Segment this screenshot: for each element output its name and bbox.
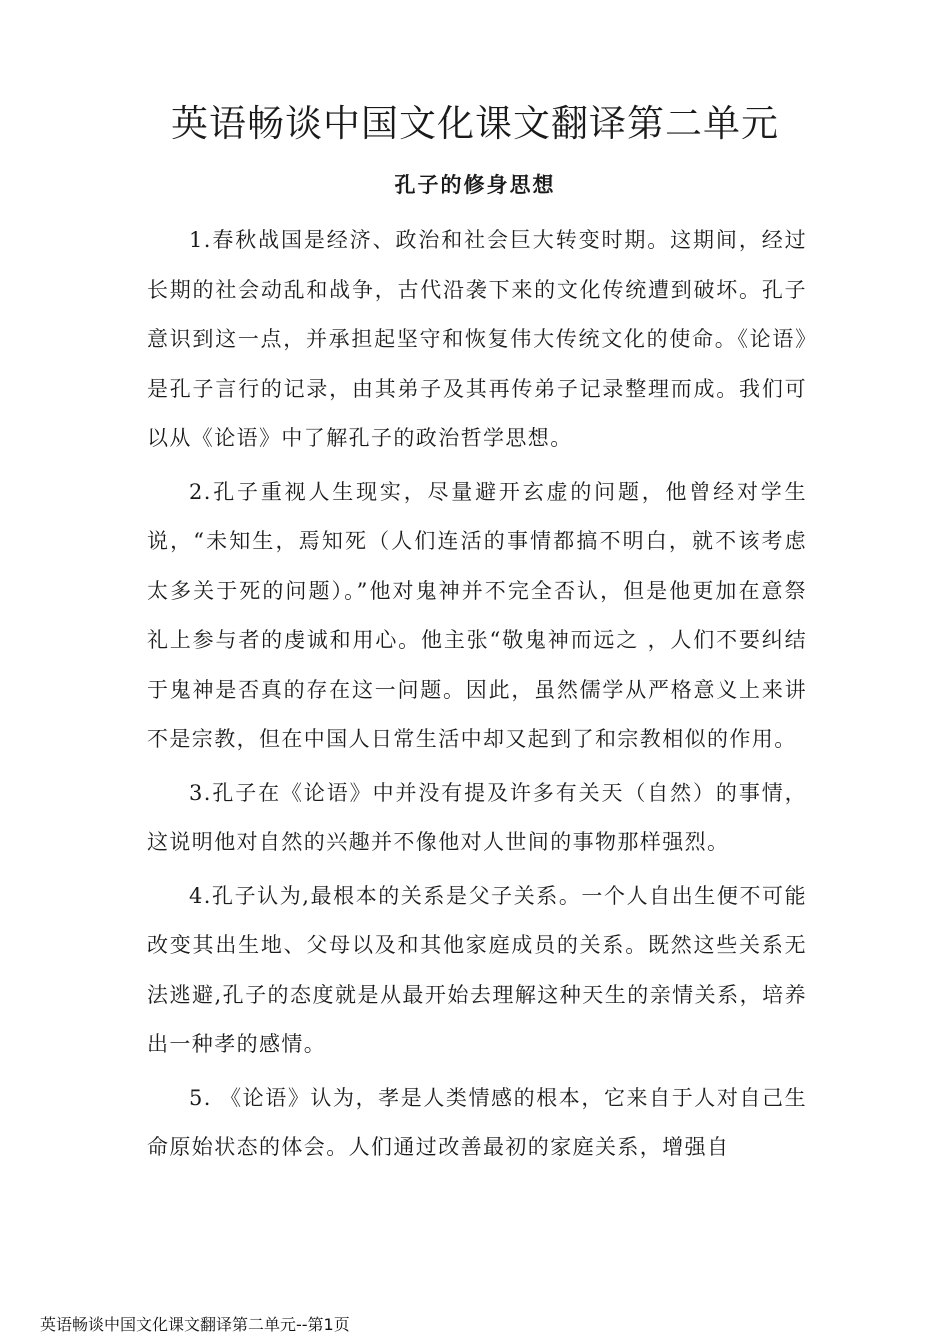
paragraph-5: 5. 《论语》认为，孝是人类情感的根本，它来自于人对自己生命原始状态的体会。人们通过改善最初的家庭关系，增强自 [147, 1085, 807, 1159]
document-body [147, 216, 807, 1177]
paragraph-4: 4.孔子认为,最根本的关系是父子关系。一个人自出生便不可能改变其出生地、父母以及和其他家庭成员的关系。既然这些关系无法逃避,孔子的态度就是从最开始去理解这种天生的亲情关系，培养出一种孝的感情。 [147, 883, 807, 1056]
document-subtitle: 孔子的修身思想 [394, 172, 556, 197]
paragraph-3: 3.孔子在《论语》中并没有提及许多有关天（自然）的事情，这说明他对自然的兴趣并不像他对人世间的事物那样强烈。 [147, 780, 807, 854]
page-footer: 英语畅谈中国文化课文翻译第二单元--第1页 [40, 1315, 350, 1334]
document-title: 英语畅谈中国文化课文翻译第二单元 [171, 102, 779, 145]
paragraph-2: 2.孔子重视人生现实，尽量避开玄虚的问题，他曾经对学生说，“未知生，焉知死（人们连活的事情都搞不明白，就不该考虑太多关于死的问题）。”他对鬼神并不完全否认，但是他更加在意祭礼上参与者的虔诚和用心。他主张“敬鬼神而远之 ，人们不要纠结于鬼神是否真的存在这一问题。因此，虽然儒学从严格意义上来讲不是宗教，但在中国人日常生活中却又起到了和宗教相似的作用。 [147, 479, 807, 751]
paragraph-1: 1.春秋战国是经济、政治和社会巨大转变时期。这期间，经过长期的社会动乱和战争，古代沿袭下来的文化传统遭到破坏。孔子意识到这一点，并承担起坚守和恢复伟大传统文化的使命。《论语》是孔子言行的记录，由其弟子及其再传弟子记录整理而成。我们可以从《论语》中了解孔子的政治哲学思想。 [147, 228, 807, 450]
